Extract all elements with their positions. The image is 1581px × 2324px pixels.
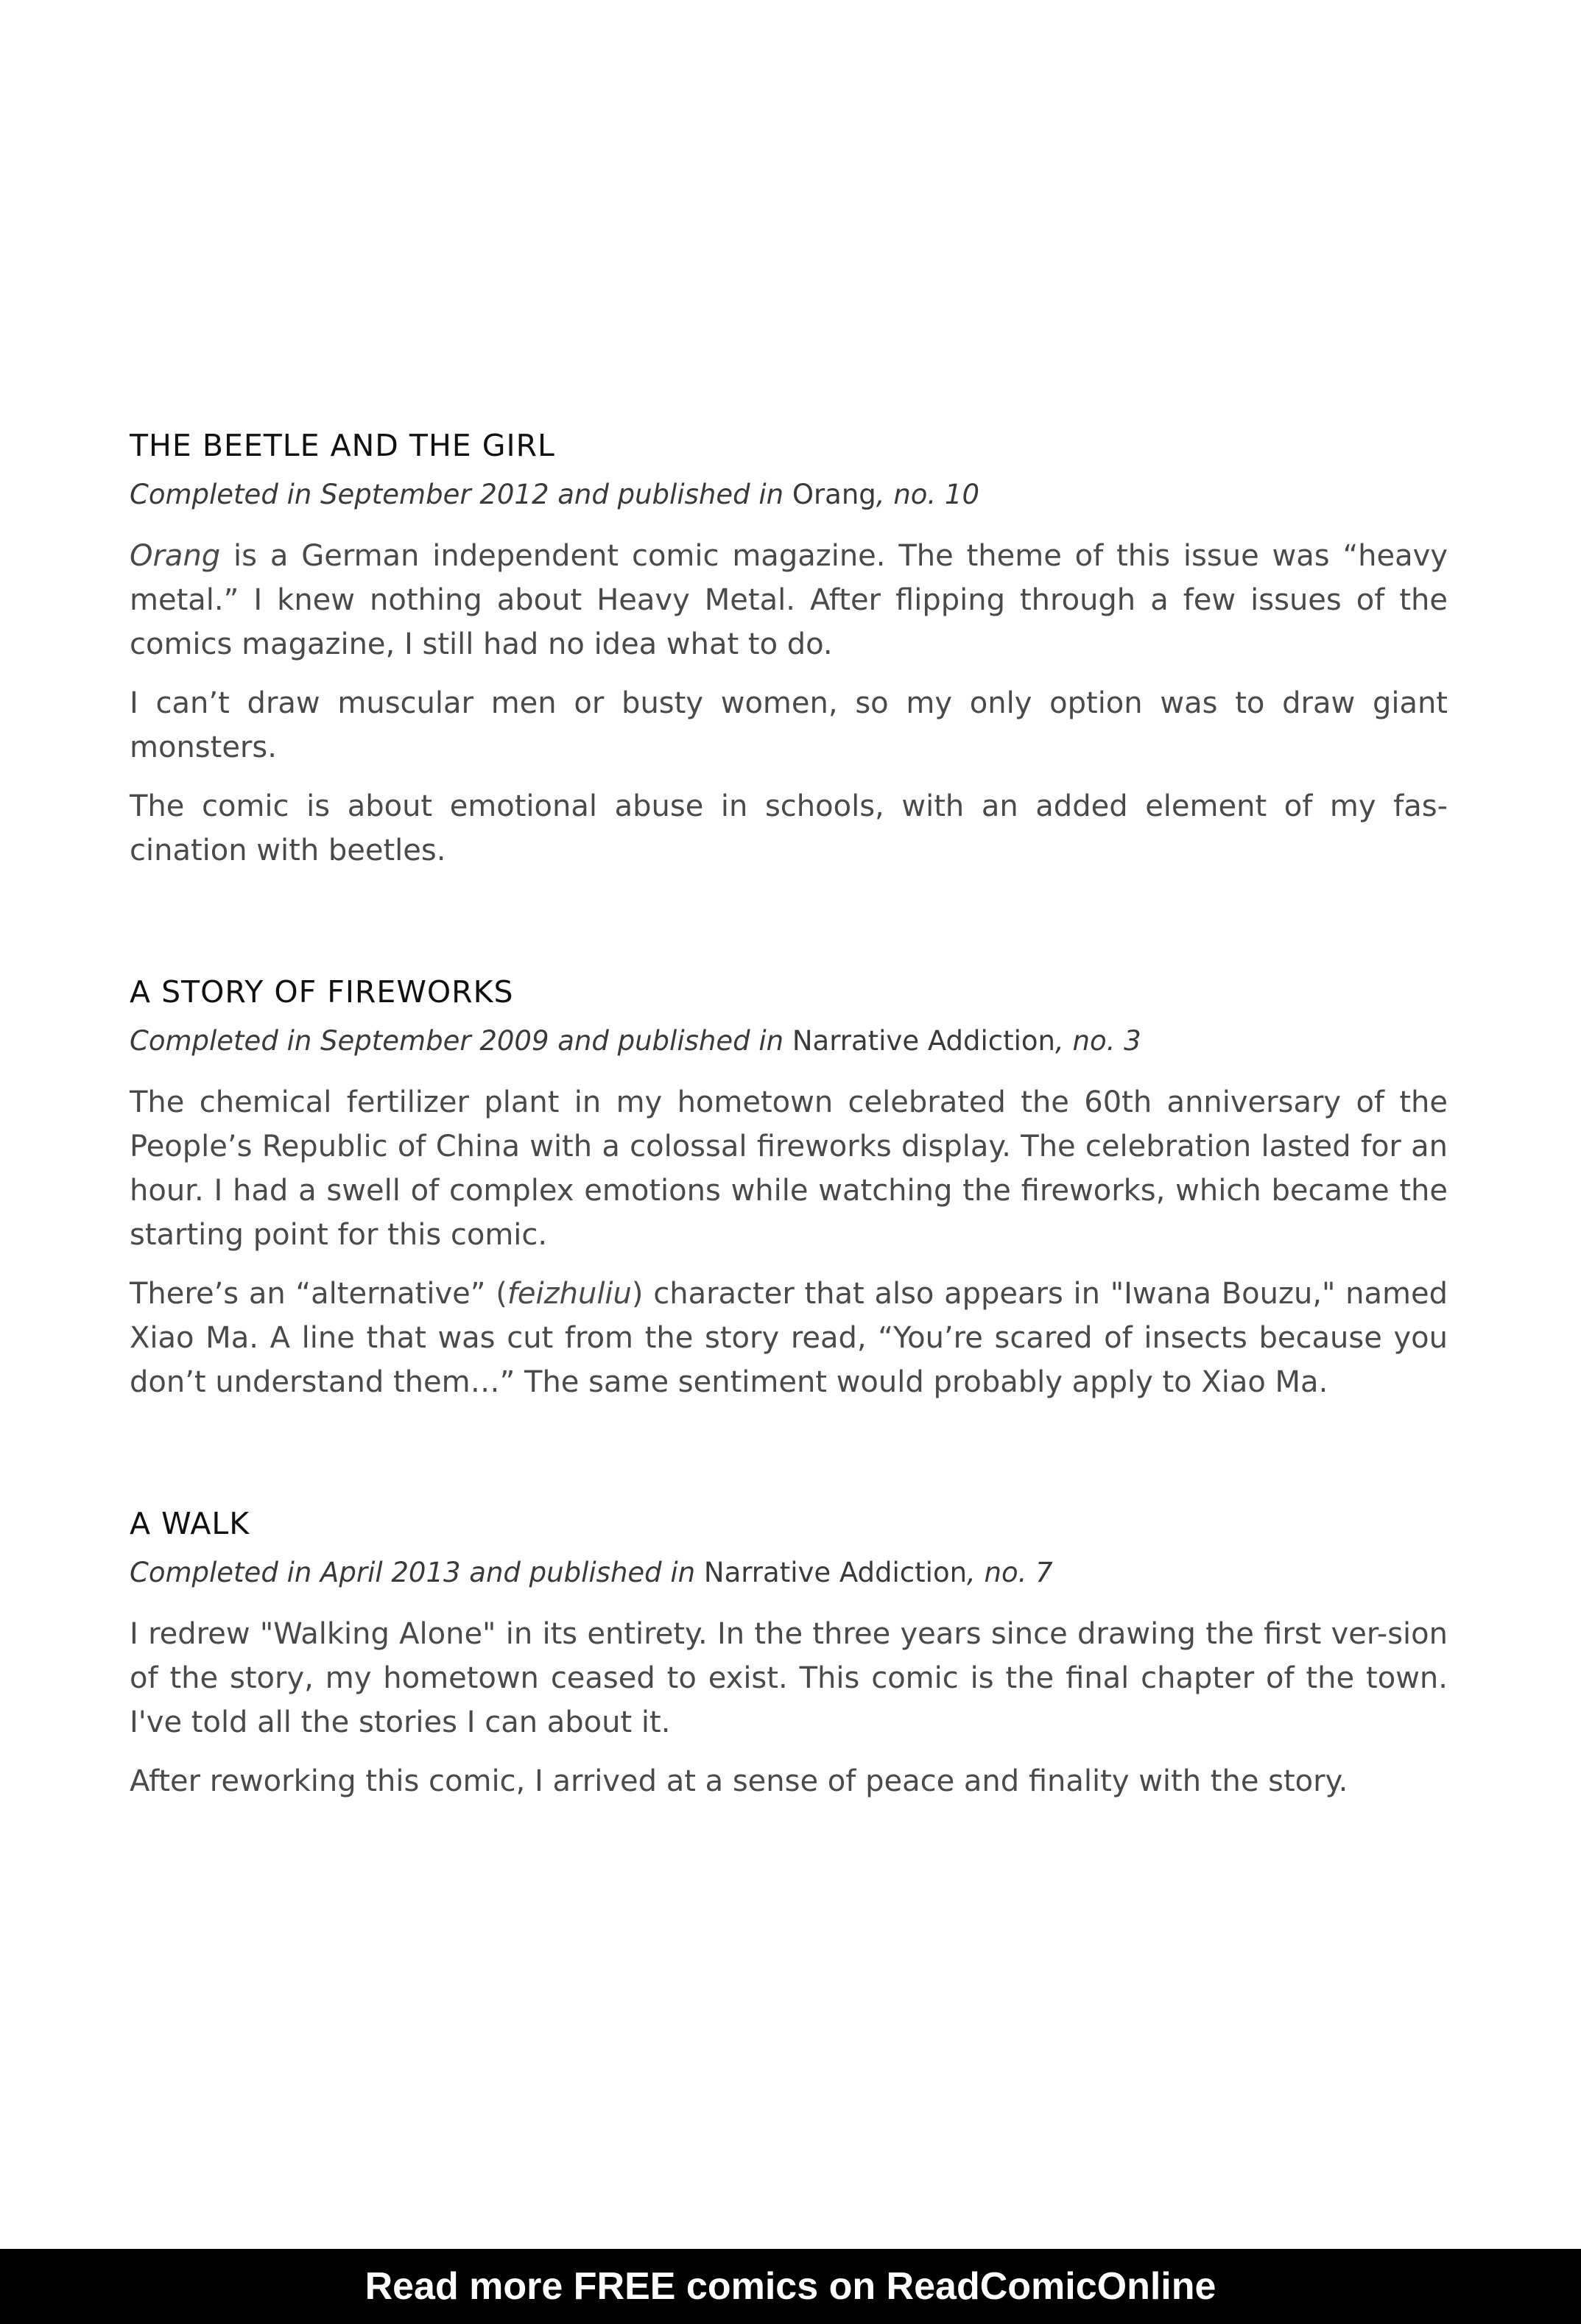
section-subtitle: [130, 475, 1448, 515]
subtitle-publication: Narrative Addiction: [792, 1025, 1055, 1057]
paragraph-italic-lead: Orang: [130, 539, 221, 573]
document-page: [130, 423, 1448, 1901]
subtitle-prefix: Completed in September 2009 and published in: [130, 1025, 792, 1057]
paragraph-italic-term: feizhuliu: [507, 1277, 632, 1311]
paragraph: The comic is about emotional abuse in schools, with an added element of my fas-cination with beetles.: [130, 789, 1448, 867]
section-story-of-fireworks: [130, 970, 1448, 1404]
paragraph: I redrew "Walking Alone" in its entirety. In the three years since drawing the first ver-sion of the story, my hometown ceased to exist. This comic is the final chapter of the town. I've told all the stories I can about it.: [130, 1617, 1448, 1739]
section-title: A WALK: [130, 1506, 250, 1541]
subtitle-publication: Orang: [792, 479, 876, 510]
subtitle-suffix: , no. 10: [876, 479, 980, 510]
paragraph: I can’t draw muscular men or busty women, so my only option was to draw giant monsters.: [130, 686, 1448, 764]
section-subtitle: [130, 1021, 1448, 1061]
section-title: A STORY OF FIREWORKS: [130, 974, 514, 1010]
paragraph: After reworking this comic, I arrived at a sense of peace and finality with the story.: [130, 1764, 1348, 1798]
subtitle-suffix: , no. 7: [967, 1557, 1053, 1588]
paragraph-text-after: ) character that also appears in "Iwana Bouzu," named Xiao Ma. A line that was cut from the story read, “You’re scared of insects because you don’t understand them…” The same sentiment would probably apply to Xiao Ma.: [130, 1277, 1448, 1399]
subtitle-suffix: , no. 3: [1054, 1025, 1141, 1057]
subtitle-publication: Narrative Addiction: [703, 1557, 968, 1588]
section-beetle-and-girl: [130, 423, 1448, 873]
paragraph-text-before: There’s an “alternative” (: [130, 1277, 507, 1311]
paragraph: [130, 534, 1448, 666]
paragraph: The chemical fertilizer plant in my hometown celebrated the 60th anniversary of the People’s Republic of China with a colossal fireworks display. The celebration lasted for an hour. I had a swell of complex emotions while watching the fireworks, which became the starting point for this comic.: [130, 1085, 1448, 1252]
paragraph: [130, 1272, 1448, 1404]
subtitle-prefix: Completed in September 2012 and published in: [130, 479, 792, 510]
promo-banner[interactable]: Read more FREE comics on ReadComicOnline: [0, 2249, 1581, 2324]
section-subtitle: [130, 1553, 1448, 1593]
paragraph-text: is a German independent comic magazine. The theme of this issue was “heavy metal.” I knew nothing about Heavy Metal. After flipping through a few issues of the comics magazine, I still had no idea what to do.: [130, 539, 1448, 661]
subtitle-prefix: Completed in April 2013 and published in: [130, 1557, 704, 1588]
section-title: THE BEETLE AND THE GIRL: [130, 428, 555, 463]
section-a-walk: [130, 1501, 1448, 1803]
